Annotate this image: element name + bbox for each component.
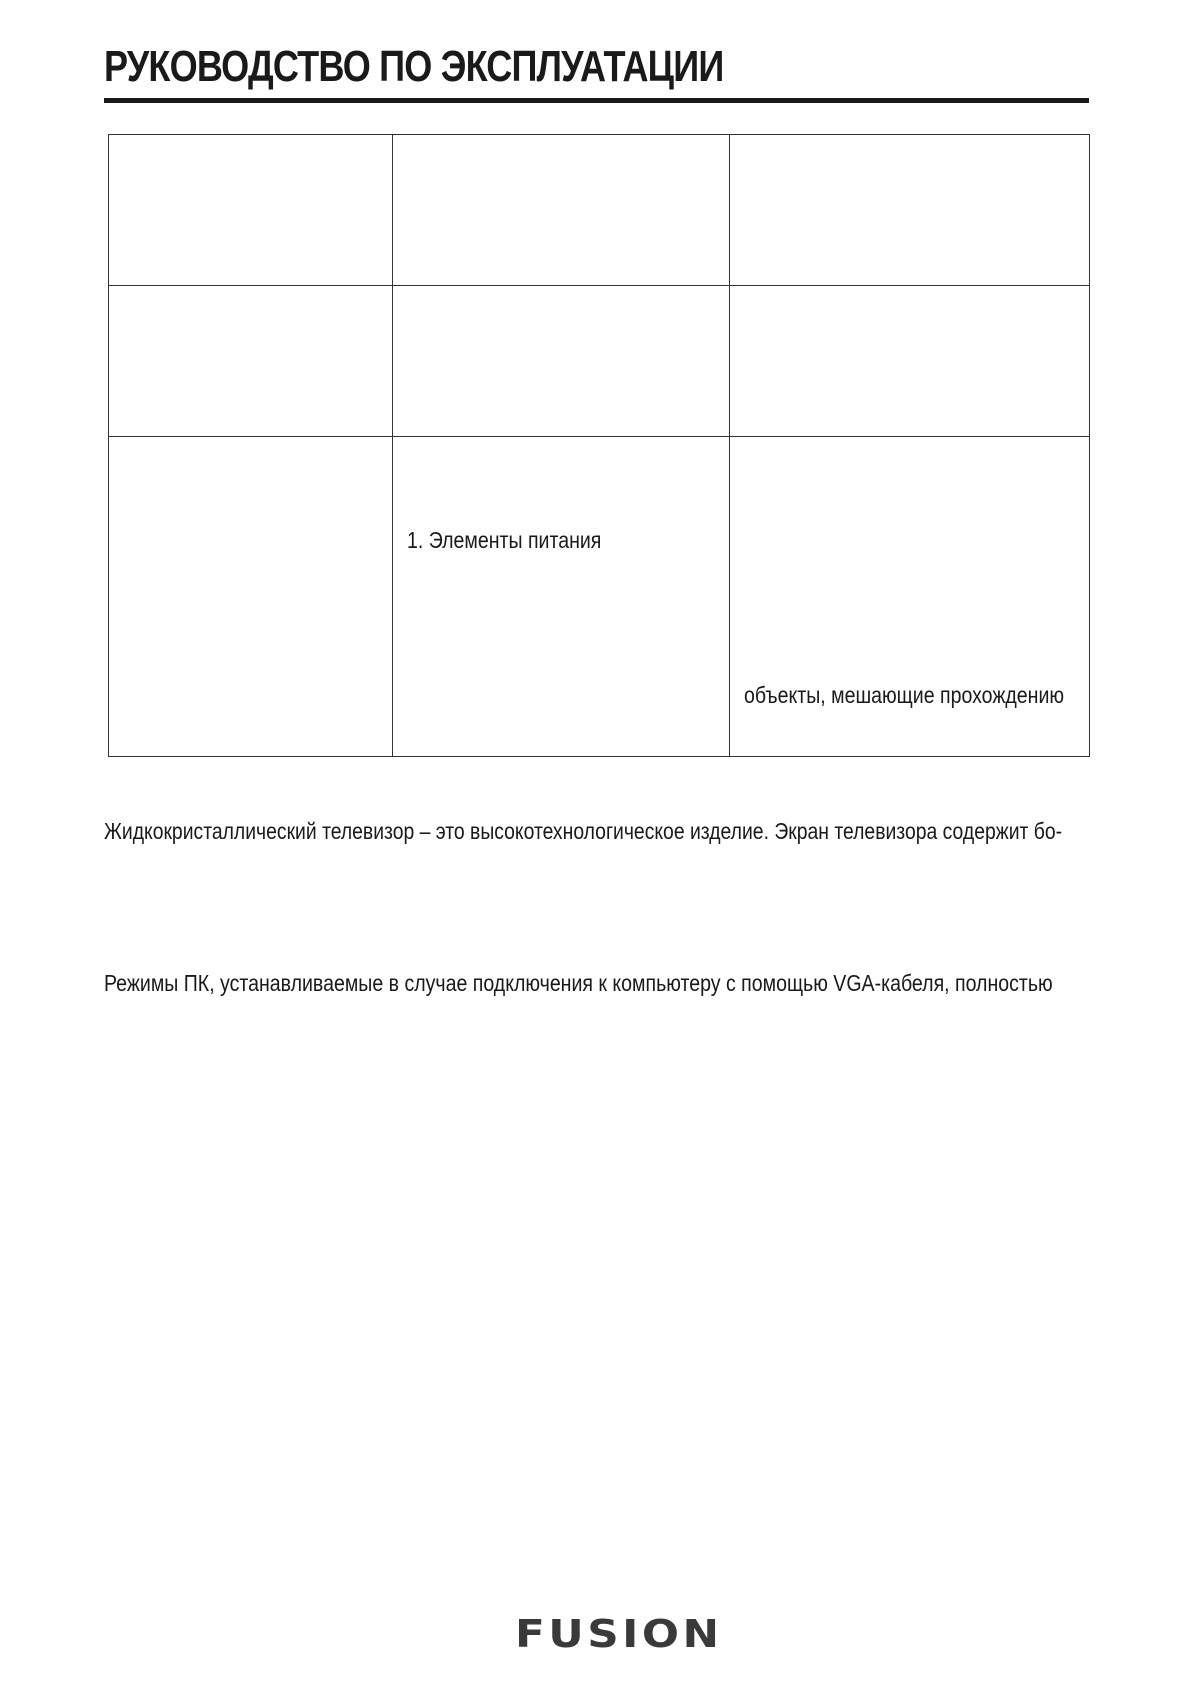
table-cell	[109, 437, 393, 757]
table-row	[109, 286, 1090, 437]
table-cell	[730, 437, 1090, 757]
paragraph-pc-modes: Режимы ПК, устанавливаемые в случае подключения к компьютеру с помощью VGA-кабеля, полностью	[104, 970, 1053, 996]
table-cell	[109, 135, 393, 286]
troubleshooting-table	[108, 134, 1090, 757]
table-cell	[393, 437, 730, 757]
table-row	[109, 135, 1090, 286]
cell-text-batteries: 1. Элементы питания	[407, 527, 602, 553]
table-cell	[393, 286, 730, 437]
paragraph-lcd: Жидкокристаллический телевизор – это высокотехнологическое изделие. Экран телевизора содержит бо-	[104, 818, 1063, 844]
page-title: РУКОВОДСТВО ПО ЭКСПЛУАТАЦИИ	[104, 42, 724, 91]
title-rule	[104, 98, 1089, 103]
fusion-logo: FUSION	[515, 1612, 723, 1656]
table-row	[109, 437, 1090, 757]
table-cell	[393, 135, 730, 286]
table-cell	[730, 135, 1090, 286]
table-cell	[730, 286, 1090, 437]
cell-text-obstacles: объекты, мешающие прохождению	[744, 682, 1065, 708]
table-cell	[109, 286, 393, 437]
